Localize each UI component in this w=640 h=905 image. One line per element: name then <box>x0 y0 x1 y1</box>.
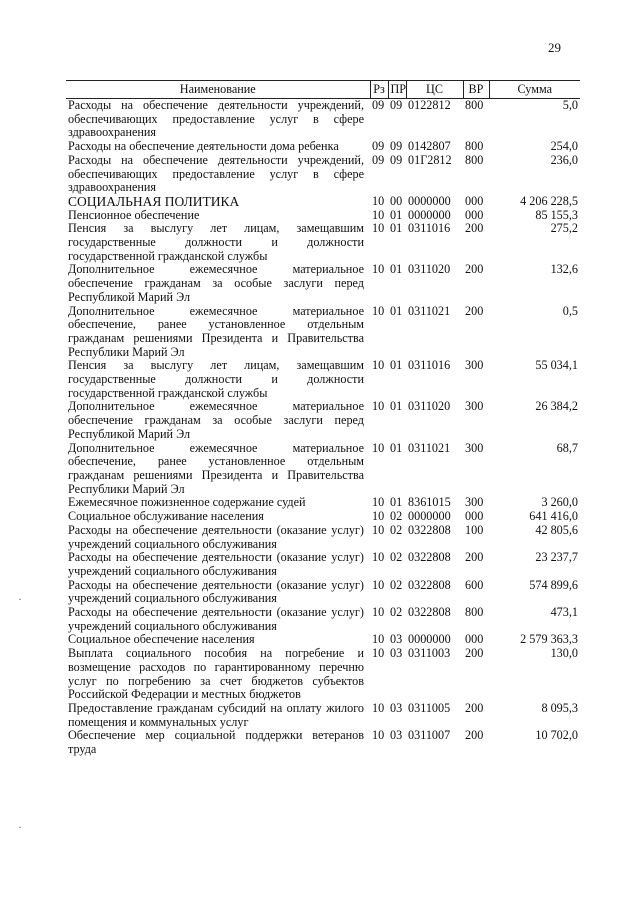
row-pr: 09 <box>390 98 403 112</box>
row-vr: 300 <box>465 358 484 373</box>
table-row <box>66 510 580 524</box>
row-pr: 03 <box>390 728 403 743</box>
table-header <box>66 81 580 99</box>
row-sum: 8 095,3 <box>541 700 578 715</box>
row-cs: 0000000 <box>408 193 451 208</box>
row-cs: 0000000 <box>408 509 451 524</box>
row-cs: 0000000 <box>408 632 451 647</box>
row-sum: 23 237,7 <box>535 550 578 565</box>
row-cs: 0122812 <box>408 98 451 112</box>
row-cs: 0311020 <box>408 399 451 414</box>
row-sum: 132,6 <box>550 262 578 277</box>
row-cs: 0322808 <box>408 577 451 592</box>
row-rz: 10 <box>372 303 385 318</box>
row-cs: 0311021 <box>408 303 451 318</box>
row-rz: 10 <box>372 221 385 236</box>
row-sum: 55 034,1 <box>535 358 578 373</box>
row-name: Пенсия за выслугу лет лицам, замещавшим государственные должности и должности государственной гражданской службы <box>68 221 364 263</box>
row-vr: 300 <box>465 399 484 414</box>
row-vr: 200 <box>465 303 484 318</box>
row-name: Пенсионное обеспечение <box>68 207 200 222</box>
row-pr: 09 <box>390 139 403 154</box>
row-cs: 8361015 <box>408 495 451 510</box>
row-cs: 0311016 <box>408 358 451 373</box>
margin-mark: · <box>18 820 22 834</box>
row-name: Дополнительное ежемесячное материальное обеспечение, ранее установленное отдельным гражданам решениями Президента и Правительства Республики Марий Эл <box>68 440 364 496</box>
row-rz: 10 <box>372 399 385 414</box>
row-vr: 000 <box>465 193 484 208</box>
row-rz: 10 <box>372 646 385 661</box>
row-name: Обеспечение мер социальной поддержки ветеранов труда <box>68 728 364 757</box>
row-name: Дополнительное ежемесячное материальное обеспечение гражданам за особые заслуги перед Республикой Марий Эл <box>68 262 364 304</box>
row-vr: 300 <box>465 440 484 455</box>
row-pr: 02 <box>390 605 403 620</box>
row-sum: 473,1 <box>550 605 578 620</box>
header-rz: Рз <box>370 81 388 99</box>
row-pr: 01 <box>390 440 403 455</box>
row-vr: 100 <box>465 522 484 537</box>
row-name: Расходы на обеспечение деятельности дома ребенка <box>68 139 339 154</box>
table-row <box>66 140 580 154</box>
row-pr: 02 <box>390 522 403 537</box>
row-sum: 3 260,0 <box>541 495 578 510</box>
header-sum: Сумма <box>489 81 580 99</box>
row-sum: 68,7 <box>556 440 578 455</box>
row-pr: 02 <box>390 509 403 524</box>
row-vr: 800 <box>465 152 484 167</box>
table-row <box>66 209 580 223</box>
row-pr: 01 <box>390 221 403 236</box>
row-vr: 000 <box>465 632 484 647</box>
row-pr: 03 <box>390 646 403 661</box>
row-cs: 0322808 <box>408 522 451 537</box>
row-rz: 10 <box>372 262 385 277</box>
row-cs: 0142807 <box>408 139 451 154</box>
row-sum: 130,0 <box>550 646 578 661</box>
row-vr: 800 <box>465 139 484 154</box>
table-row <box>66 400 580 441</box>
row-vr: 200 <box>465 728 484 743</box>
row-sum: 4 206 228,5 <box>520 193 578 208</box>
row-cs: 0311005 <box>408 700 451 715</box>
row-name: Дополнительное ежемесячное материальное обеспечение гражданам за особые заслуги перед Республикой Марий Эл <box>68 399 364 441</box>
row-name: Расходы на обеспечение деятельности (оказание услуг) учреждений социального обслуживания <box>68 605 364 633</box>
row-name: Расходы на обеспечение деятельности (оказание услуг) учреждений социального обслуживания <box>68 577 364 606</box>
header-vr: ВР <box>463 81 489 99</box>
row-name: Расходы на обеспечение деятельности учреждений, обеспечивающих предоставление услуг в сфере здравоохранения <box>68 152 364 195</box>
row-name: СОЦИАЛЬНАЯ ПОЛИТИКА <box>68 193 240 209</box>
header-name: Наименование <box>66 81 370 99</box>
table-row <box>66 442 580 497</box>
table-row <box>66 263 580 304</box>
row-vr: 200 <box>465 221 484 236</box>
row-rz: 10 <box>372 509 385 524</box>
row-vr: 200 <box>465 262 484 277</box>
header-cs: ЦС <box>406 81 463 99</box>
row-pr: 01 <box>390 358 403 373</box>
row-rz: 10 <box>372 728 385 743</box>
row-sum: 641 416,0 <box>529 509 578 524</box>
row-sum: 85 155,3 <box>535 207 578 222</box>
row-cs: 0000000 <box>408 207 451 222</box>
table-row <box>66 579 580 606</box>
table-row <box>66 524 580 551</box>
row-pr: 01 <box>390 207 403 222</box>
margin-mark: · <box>18 592 22 606</box>
row-pr: 09 <box>390 152 403 167</box>
row-pr: 03 <box>390 632 403 647</box>
row-rz: 10 <box>372 207 385 222</box>
table-row <box>66 551 580 578</box>
row-rz: 10 <box>372 632 385 647</box>
row-vr: 800 <box>465 605 484 620</box>
row-cs: 0311016 <box>408 221 451 236</box>
row-rz: 10 <box>372 358 385 373</box>
row-pr: 00 <box>390 193 403 208</box>
row-cs: 01Г2812 <box>408 152 452 167</box>
row-rz: 10 <box>372 522 385 537</box>
row-sum: 275,2 <box>550 221 578 236</box>
row-vr: 200 <box>465 646 484 661</box>
row-sum: 0,5 <box>562 303 578 318</box>
table-row <box>66 154 580 195</box>
row-sum: 5,0 <box>562 98 578 112</box>
row-pr: 01 <box>390 303 403 318</box>
row-pr: 02 <box>390 550 403 565</box>
row-name: Расходы на обеспечение деятельности (оказание услуг) учреждений социального обслуживания <box>68 522 364 551</box>
row-pr: 01 <box>390 399 403 414</box>
row-vr: 800 <box>465 98 484 112</box>
row-pr: 01 <box>390 262 403 277</box>
table-row <box>66 195 580 209</box>
row-name: Ежемесячное пожизненное содержание судей <box>68 495 306 510</box>
row-cs: 0311003 <box>408 646 451 661</box>
row-sum: 574 899,6 <box>529 577 578 592</box>
row-sum: 254,0 <box>550 139 578 154</box>
row-name: Предоставление гражданам субсидий на оплату жилого помещения и коммунальных услуг <box>68 700 364 729</box>
table-row <box>66 647 580 702</box>
row-name: Дополнительное ежемесячное материальное обеспечение, ранее установленное отдельным гражданам решениями Президента и Правительства Республики Марий Эл <box>68 303 364 359</box>
row-rz: 10 <box>372 605 385 620</box>
table-row <box>66 305 580 360</box>
row-cs: 0311021 <box>408 440 451 455</box>
table-row <box>66 99 580 141</box>
table-body <box>66 99 580 757</box>
row-rz: 10 <box>372 577 385 592</box>
row-rz: 10 <box>372 700 385 715</box>
row-rz: 09 <box>372 139 385 154</box>
row-rz: 10 <box>372 495 385 510</box>
row-cs: 0311007 <box>408 728 451 743</box>
row-name: Социальное обслуживание населения <box>68 509 264 524</box>
row-cs: 0311020 <box>408 262 451 277</box>
table-row <box>66 222 580 263</box>
table-row <box>66 729 580 756</box>
row-rz: 10 <box>372 440 385 455</box>
row-vr: 600 <box>465 577 484 592</box>
row-pr: 02 <box>390 577 403 592</box>
row-vr: 000 <box>465 207 484 222</box>
row-name: Пенсия за выслугу лет лицам, замещавшим государственные должности и должности государственной гражданской службы <box>68 358 364 400</box>
row-rz: 09 <box>372 152 385 167</box>
row-cs: 0322808 <box>408 605 451 620</box>
row-sum: 236,0 <box>550 152 578 167</box>
row-sum: 26 384,2 <box>535 399 578 414</box>
row-vr: 000 <box>465 509 484 524</box>
row-rz: 10 <box>372 550 385 565</box>
table-row <box>66 496 580 510</box>
row-vr: 200 <box>465 550 484 565</box>
row-name: Расходы на обеспечение деятельности (оказание услуг) учреждений социального обслуживания <box>68 550 364 578</box>
table-row <box>66 702 580 729</box>
table-row <box>66 633 580 647</box>
header-pr: ПР <box>388 81 406 99</box>
row-name: Социальное обеспечение населения <box>68 632 255 647</box>
budget-table <box>66 80 580 757</box>
row-vr: 300 <box>465 495 484 510</box>
table-row <box>66 606 580 633</box>
page-number: 29 <box>548 40 561 55</box>
row-vr: 200 <box>465 700 484 715</box>
row-name: Выплата социального пособия на погребение и возмещение расходов по гарантированному перечню услуг по погребению за счет бюджетов субъектов Российской Федерации и местных бюджетов <box>68 646 364 702</box>
table-row <box>66 359 580 400</box>
row-sum: 42 805,6 <box>535 522 578 537</box>
row-pr: 03 <box>390 700 403 715</box>
row-rz: 10 <box>372 193 385 208</box>
row-sum: 2 579 363,3 <box>520 632 578 647</box>
row-sum: 10 702,0 <box>535 728 578 743</box>
row-rz: 09 <box>372 98 385 112</box>
row-pr: 01 <box>390 495 403 510</box>
row-cs: 0322808 <box>408 550 451 565</box>
row-name: Расходы на обеспечение деятельности учреждений, обеспечивающих предоставление услуг в сфере здравоохранения <box>68 98 364 140</box>
